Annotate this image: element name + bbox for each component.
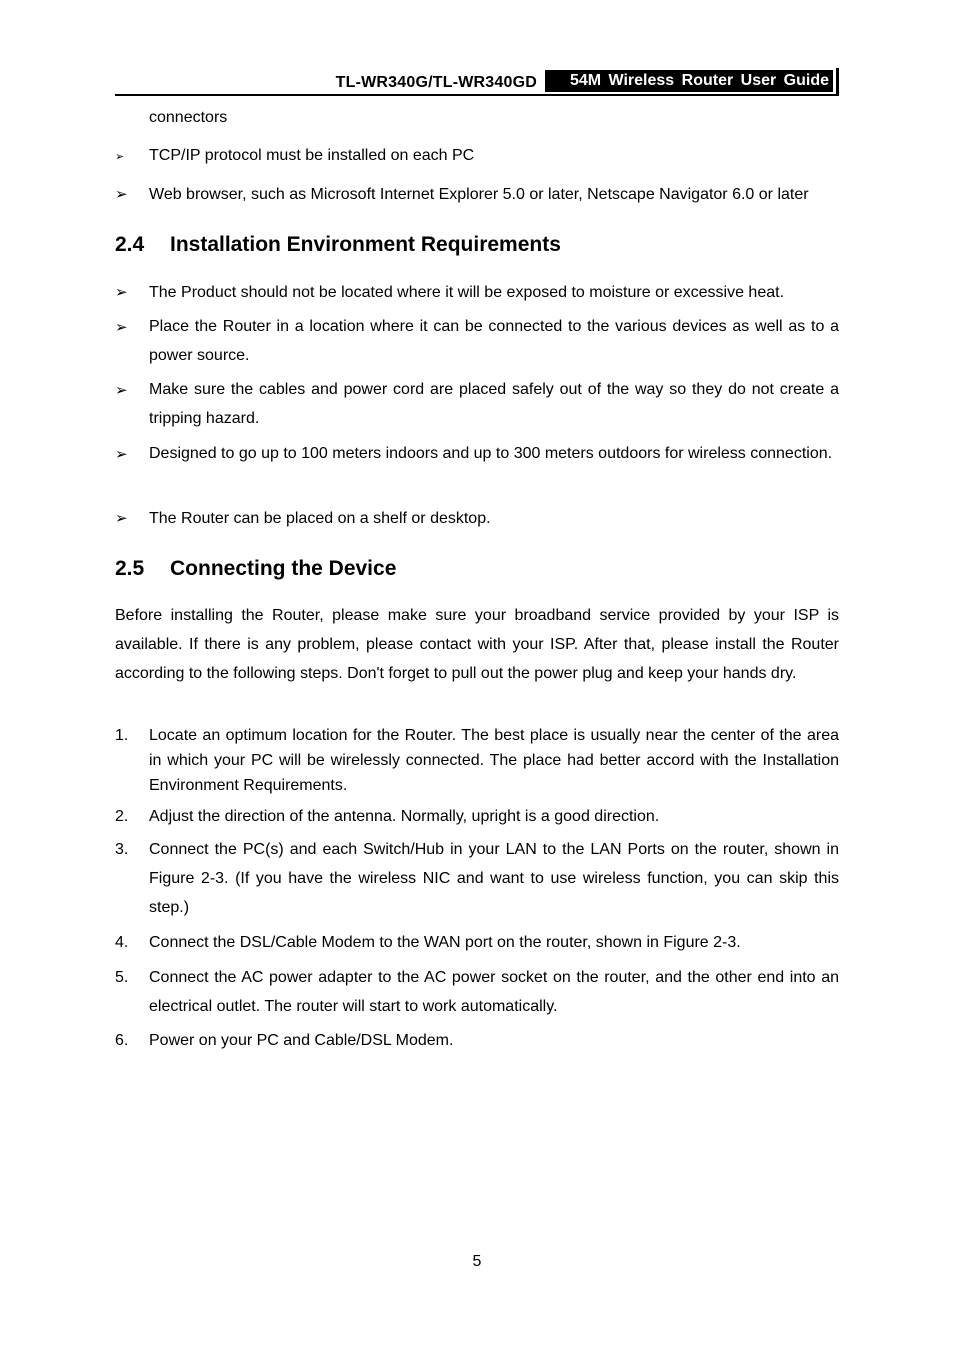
header-edge-bar <box>836 68 839 94</box>
list-item: Make sure the cables and power cord are placed safely out of the way so they do not create a tripping hazard. <box>149 381 839 427</box>
step-text: Adjust the direction of the antenna. Normally, upright is a good direction. <box>149 808 660 825</box>
section-title: Connecting the Device <box>170 557 397 580</box>
step-text: Connect the DSL/Cable Modem to the WAN port on the router, shown in Figure 2-3. <box>149 934 741 951</box>
list-item: The Router can be placed on a shelf or desktop. <box>149 510 491 527</box>
step-number: 3. <box>115 841 129 858</box>
section-number: 2.5 <box>115 557 145 580</box>
header-model-name: TL-WR340G/TL-WR340GD <box>335 74 537 91</box>
requirements-continuation: connectors <box>149 109 228 126</box>
section-title: Installation Environment Requirements <box>170 233 561 256</box>
step-number: 2. <box>115 808 129 825</box>
step-text: Connect the AC power adapter to the AC power socket on the router, and the other end into an electrical outlet. The router will start to work automatically. <box>149 969 839 1015</box>
page-number: 5 <box>472 1253 482 1270</box>
step-text: Power on your PC and Cable/DSL Modem. <box>149 1032 454 1049</box>
arrow-bullet-icon: ➢ <box>115 150 125 163</box>
list-item: Designed to go up to 100 meters indoors and up to 300 meters outdoors for wireless connection. <box>149 445 833 462</box>
step-text: Locate an optimum location for the Router. The best place is usually near the center of the area in which your PC will be wirelessly connected. The place had better accord with the Installation Environment Requirements. <box>149 727 839 794</box>
page-header <box>115 68 839 96</box>
arrow-bullet-icon: ➢ <box>115 318 128 336</box>
step-text: Connect the PC(s) and each Switch/Hub in your LAN to the LAN Ports on the router, shown in Figure 2-3. (If you have the wireless NIC and want to use wireless function, you can skip this step.) <box>149 841 839 916</box>
section-heading-2-5 <box>115 557 396 581</box>
list-item: The Product should not be located where it will be exposed to moisture or excessive heat. <box>149 284 785 301</box>
list-item: Web browser, such as Microsoft Internet Explorer 5.0 or later, Netscape Navigator 6.0 or later <box>149 186 809 203</box>
step-number: 4. <box>115 934 129 951</box>
step-number: 6. <box>115 1032 129 1049</box>
arrow-bullet-icon: ➢ <box>115 185 128 203</box>
list-item: Place the Router in a location where it can be connected to the various devices as well as to a power source. <box>149 318 839 364</box>
arrow-bullet-icon: ➢ <box>115 283 128 301</box>
arrow-bullet-icon: ➢ <box>115 509 128 527</box>
step-number: 5. <box>115 969 129 986</box>
section-heading-2-4 <box>115 233 561 257</box>
arrow-bullet-icon: ➢ <box>115 381 128 399</box>
step-number: 1. <box>115 727 129 744</box>
header-guide-title: 54M Wireless Router User Guide <box>545 70 833 92</box>
arrow-bullet-icon: ➢ <box>115 445 128 463</box>
intro-paragraph: Before installing the Router, please make sure your broadband service provided by your ISP is available. If there is any problem, please contact with your ISP. After that, please install the Router according to the following steps. Don't forget to pull out the power plug and keep your hands dry. <box>115 607 839 682</box>
section-number: 2.4 <box>115 233 145 256</box>
list-item: TCP/IP protocol must be installed on each PC <box>149 147 475 164</box>
